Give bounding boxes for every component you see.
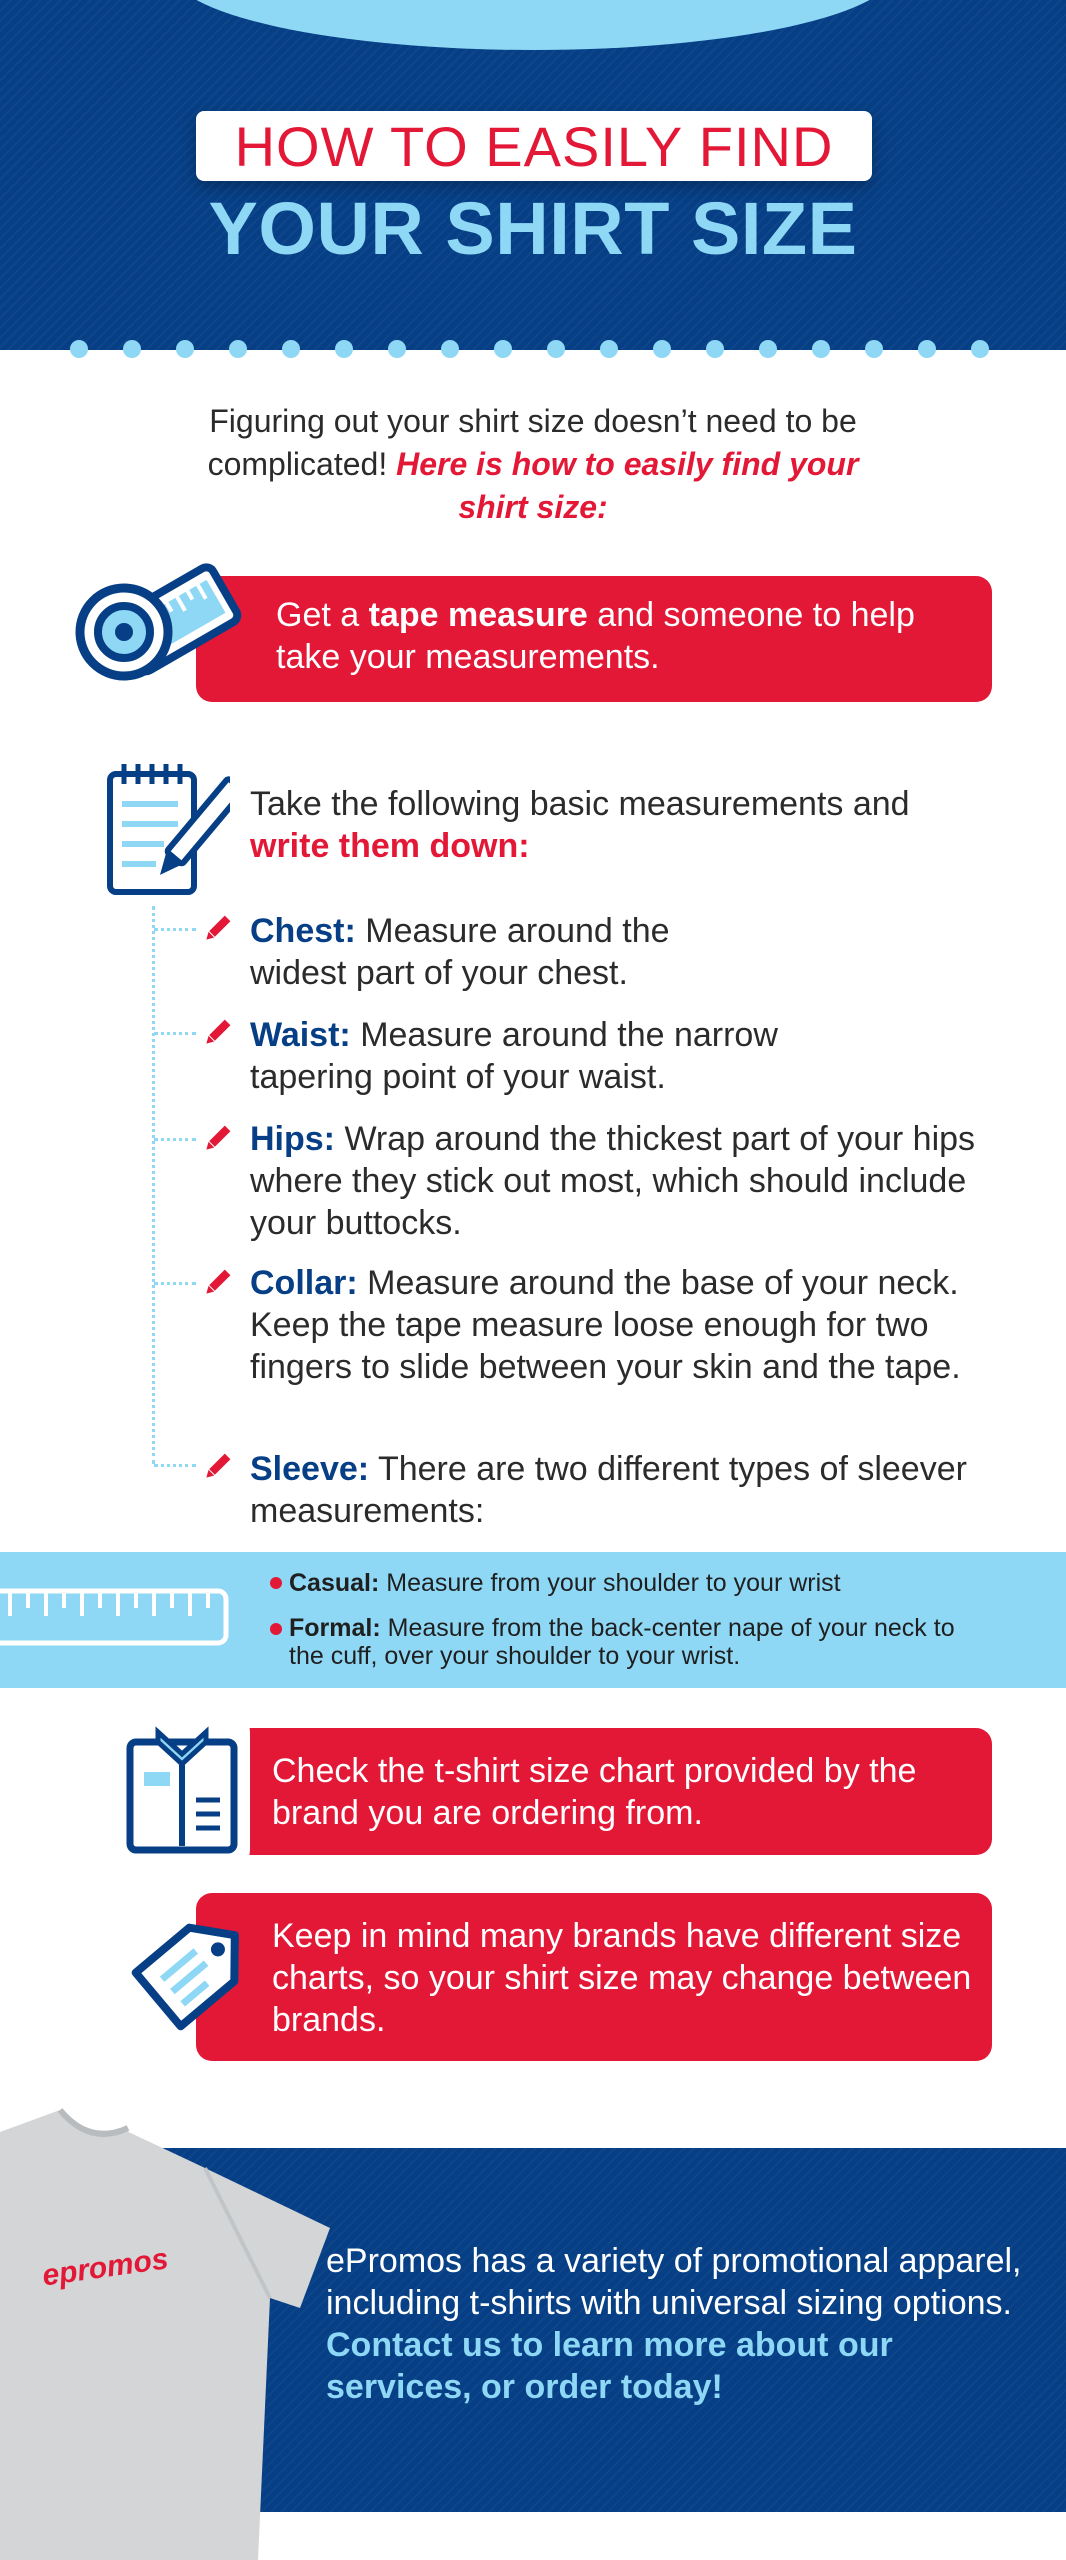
dotted-guide-line xyxy=(152,906,155,1464)
divider-dot xyxy=(653,340,671,358)
divider-dot xyxy=(547,340,565,358)
shirt-icon xyxy=(124,1726,240,1856)
divider-dot xyxy=(176,340,194,358)
guide-connector xyxy=(154,1032,196,1035)
sleeve-type-casual: Casual: Measure from your shoulder to your wrist xyxy=(289,1569,841,1597)
step-brands-text: Keep in mind many brands have different size charts, so your shirt size may change between brands. xyxy=(272,1917,972,2039)
tshirt-image xyxy=(0,2098,340,2560)
divider-dot xyxy=(441,340,459,358)
divider-dot xyxy=(706,340,724,358)
divider-dot xyxy=(335,340,353,358)
pencil-icon xyxy=(202,1018,232,1048)
notepad-pen-icon xyxy=(104,762,230,900)
measurement-item-waist: Waist: Measure around the narrow tapering point of your waist. xyxy=(250,1016,778,1096)
divider-dot xyxy=(388,340,406,358)
tape-measure-icon xyxy=(66,560,256,710)
bullet-dot xyxy=(270,1577,282,1589)
step-measurements-heading: Take the following basic measurements and write them down: xyxy=(250,785,910,865)
header-arc-decoration xyxy=(170,0,896,50)
measurement-item-hips: Hips: Wrap around the thickest part of your hips where they stick out most, which should include your buttocks. xyxy=(250,1120,976,1242)
tshirt-logo: epromos xyxy=(40,2242,171,2293)
guide-connector xyxy=(154,1138,196,1141)
bullet-dot xyxy=(270,1623,282,1635)
page-title-line1: HOW TO EASILY FIND xyxy=(234,115,834,178)
guide-connector xyxy=(154,928,196,931)
guide-connector xyxy=(154,1282,196,1285)
divider-dot xyxy=(123,340,141,358)
measurement-item-collar: Collar: Measure around the base of your neck. Keep the tape measure loose enough for two fingers to slide between your skin and the tape. xyxy=(250,1264,961,1386)
dotted-divider xyxy=(70,340,1000,360)
divider-dot xyxy=(865,340,883,358)
pencil-icon xyxy=(202,1452,232,1482)
price-tag-icon xyxy=(110,1902,260,2052)
pencil-icon xyxy=(202,914,232,944)
intro-text: Figuring out your shirt size doesn’t need to be complicated! xyxy=(207,403,857,482)
step-size-chart-text: Check the t-shirt size chart provided by the brand you are ordering from. xyxy=(272,1752,917,1832)
footer-cta: Contact us to learn more about our services, or order today! xyxy=(326,2326,893,2406)
divider-dot xyxy=(282,340,300,358)
divider-dot xyxy=(971,340,989,358)
step-tape-measure-text: Get a tape measure and someone to help take your measurements. xyxy=(276,596,915,676)
intro-highlight: Here is how to easily find your shirt size: xyxy=(396,446,859,525)
divider-dot xyxy=(70,340,88,358)
pencil-icon xyxy=(202,1124,232,1154)
ruler-icon xyxy=(0,1588,230,1646)
divider-dot xyxy=(918,340,936,358)
page-title-line2: YOUR SHIRT SIZE xyxy=(208,187,858,270)
measurement-item-sleeve: Sleeve: There are two different types of sleever measurements: xyxy=(250,1450,967,1530)
pencil-icon xyxy=(202,1268,232,1298)
divider-dot xyxy=(229,340,247,358)
divider-dot xyxy=(600,340,618,358)
divider-dot xyxy=(759,340,777,358)
measurement-item-chest: Chest: Measure around the widest part of your chest. xyxy=(250,912,670,992)
footer-paragraph: ePromos has a variety of promotional apparel, including t-shirts with universal sizing options. Contact us to learn more about our services, or order today! xyxy=(326,2242,1022,2406)
intro-paragraph xyxy=(170,400,896,529)
sleeve-type-formal: Formal: Measure from the back-center nape of your neck to the cuff, over your shoulder to your wrist. xyxy=(289,1614,955,1670)
divider-dot xyxy=(812,340,830,358)
divider-dot xyxy=(494,340,512,358)
guide-connector xyxy=(154,1464,196,1467)
